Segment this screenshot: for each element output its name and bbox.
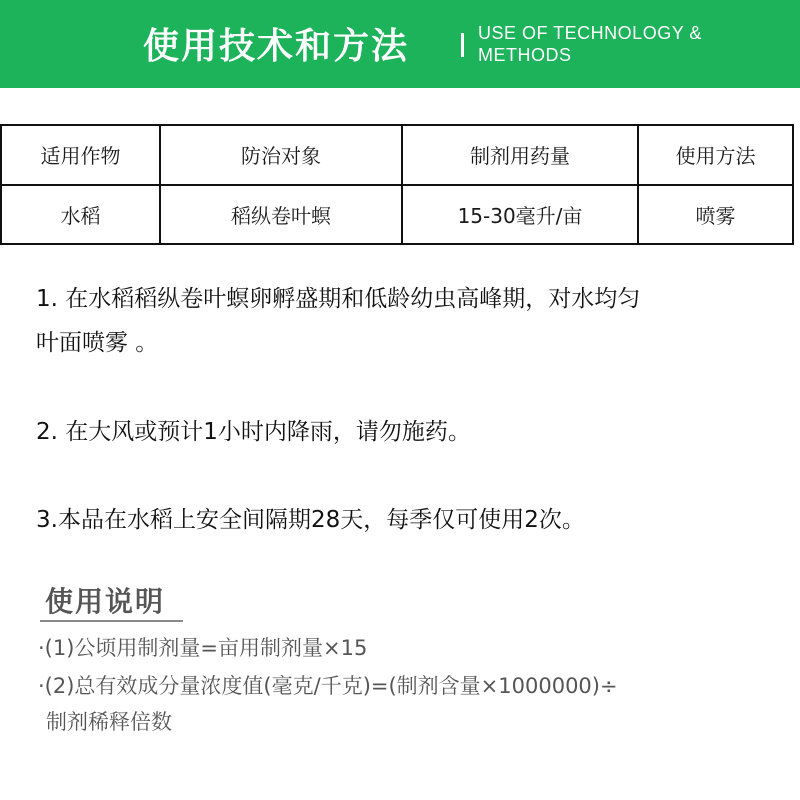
note-2-line-1: ·(2)总有效成分量浓度值(毫克/千克)=(制剂含量×1000000)÷ <box>38 674 618 698</box>
header-cell-crop: 适用作物 <box>1 125 160 185</box>
subtitle-line-1: USE OF TECHNOLOGY & <box>478 23 702 43</box>
subtitle-line-2: METHODS <box>478 45 572 65</box>
cell-target: 稻纵卷叶螟 <box>160 185 402 245</box>
cell-crop: 水稻 <box>1 185 160 245</box>
page-subtitle <box>478 22 778 66</box>
note-1: ·(1)公顷用制剂量=亩用制剂量×15 <box>38 636 368 660</box>
cell-dosage: 15-30毫升/亩 <box>402 185 638 245</box>
header-cell-method: 使用方法 <box>638 125 793 185</box>
page-title: 使用技术和方法 <box>143 26 410 67</box>
header-cell-dosage: 制剂用药量 <box>402 125 638 185</box>
cell-method: 喷雾 <box>638 185 793 245</box>
usage-table <box>0 124 794 245</box>
instruction-1 <box>36 277 786 365</box>
instruction-3: 3.本品在水稻上安全间隔期28天，每季仅可使用2次。 <box>36 507 585 533</box>
table-row <box>1 185 793 245</box>
instruction-1-line-2: 叶面喷雾 。 <box>36 330 159 356</box>
table-header-row <box>1 125 793 185</box>
note-2 <box>38 668 788 740</box>
title-divider <box>461 33 464 57</box>
instruction-1-line-1: 1. 在水稻稻纵卷叶螟卵孵盛期和低龄幼虫高峰期，对水均匀 <box>36 286 641 312</box>
notes-title: 使用说明 <box>45 585 166 618</box>
notes-underline <box>40 620 183 622</box>
header-cell-target: 防治对象 <box>160 125 402 185</box>
header-banner <box>0 0 800 88</box>
instruction-2: 2. 在大风或预计1小时内降雨，请勿施药。 <box>36 419 471 445</box>
note-2-line-2: 制剂稀释倍数 <box>46 710 172 734</box>
